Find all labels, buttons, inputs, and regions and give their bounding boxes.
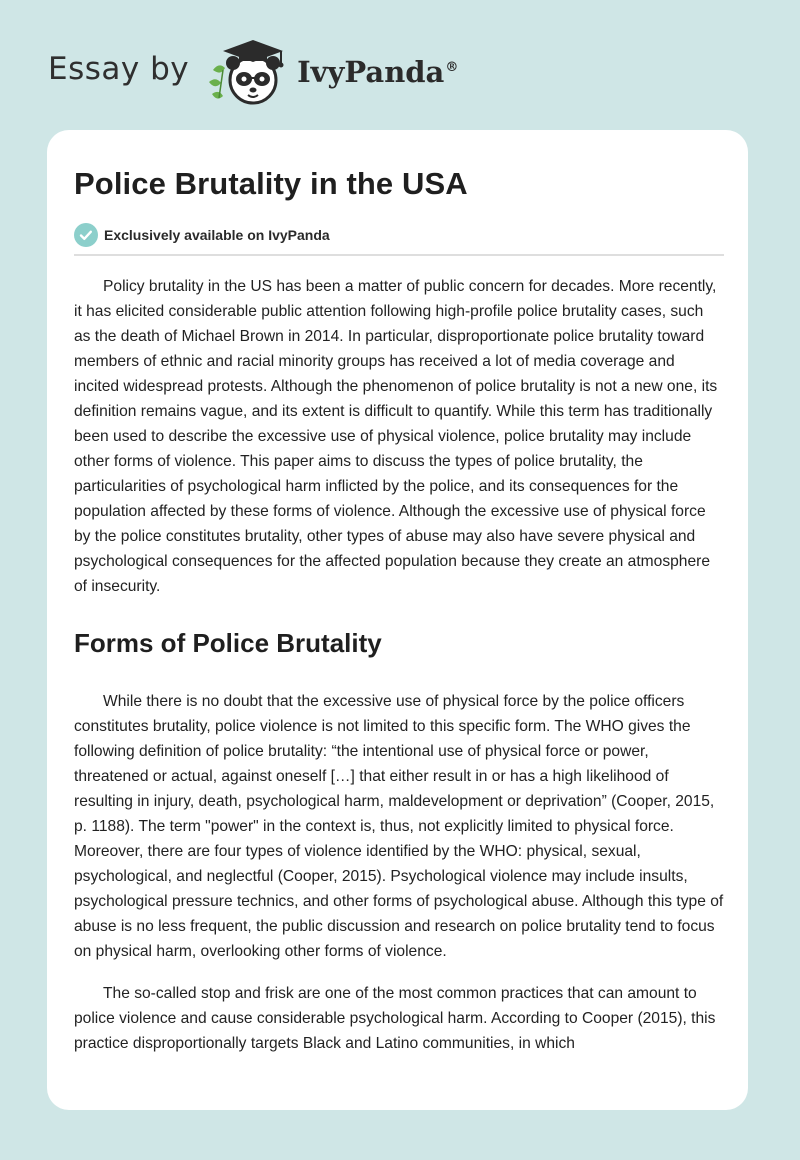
page-title: Police Brutality in the USA (74, 166, 468, 201)
section-paragraph: While there is no doubt that the excessive use of physical force by the police officers constitutes brutality, police violence is not limited to this specific form. The WHO gives the following definition of police brutality: “the intentional use of physical force or power, threatened or actual, against oneself […] that either result in or has a high likelihood of resulting in injury, death, psychological harm, maldevelopment or deprivation” (Cooper, 2015, p. 1188). The term "power" in the context is, thus, not explicitly limited to physical force. Moreover, there are four types of violence identified by the WHO: physical, sexual, psychological, and neglectful (Cooper, 2015). Psychological violence may include insults, psychological pressure technics, and other forms of psychological abuse. Although this type of abuse is no less frequent, the public discussion and research on police brutality tend to focus on physical harm, overlooking other forms of violence. (74, 693, 724, 960)
brand-prefix: Essay by (48, 51, 190, 87)
badge-label: Exclusively available on IvyPanda (104, 227, 330, 243)
intro-paragraph: Policy brutality in the US has been a matter of public concern for decades. More recently, it has elicited considerable public attention following high-profile police brutality cases, such as the death of Michael Brown in 2014. In particular, disproportionate police brutality toward members of ethnic and racial minority groups has received a lot of media coverage and incited widespread protests. Although the phenomenon of police brutality is not a new one, its definition remains vague, and its extent is difficult to quantify. While this term has traditionally been used to describe the excessive use of physical violence, police brutality may include other forms of violence. This paper aims to discuss the types of police brutality, the particularities of psychological harm inflicted by the police, and its consequences for the population affected by these forms of violence. Although the excessive use of physical force by the police constitutes brutality, other types of abuse may also have severe physical and psychological consequences for the affected population because they create an atmosphere of insecurity. (74, 278, 718, 595)
exclusive-badge (74, 222, 724, 248)
site-header (48, 36, 458, 106)
check-circle-icon (74, 223, 98, 247)
panda-logo-icon[interactable] (203, 36, 295, 106)
section-paragraph: The so-called stop and frisk are one of the most common practices that can amount to police violence and cause considerable psychological harm. According to Cooper (2015), this practice disproportionally targets Black and Latino communities, in which (74, 985, 716, 1052)
essay-content (74, 160, 724, 1056)
section-heading: Forms of Police Brutality (74, 628, 382, 658)
brand-name[interactable]: IvyPanda® (297, 55, 459, 89)
essay-card (47, 130, 748, 1110)
divider (74, 254, 724, 256)
